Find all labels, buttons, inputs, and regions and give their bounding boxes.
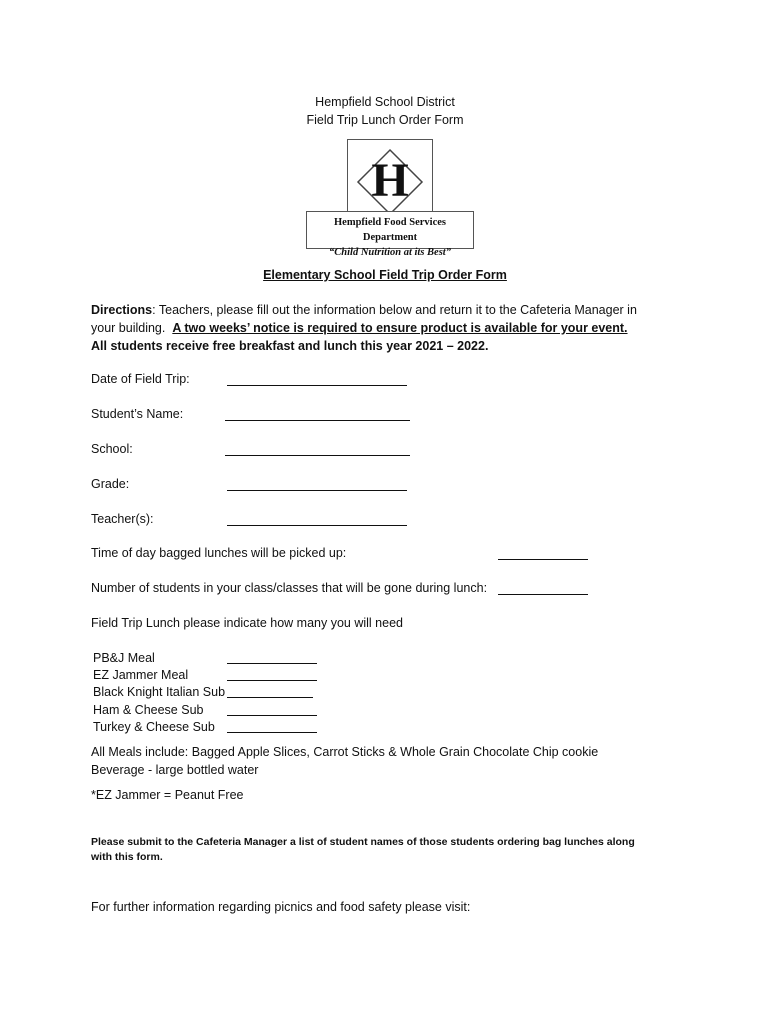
meal-item-label: Black Knight Italian Sub	[93, 685, 226, 699]
form-name: Field Trip Lunch Order Form	[306, 113, 464, 127]
meal-item-label: EZ Jammer Meal	[93, 668, 189, 682]
includes-line2: Beverage - large bottled water	[91, 763, 259, 777]
date-label: Date of Field Trip:	[91, 372, 190, 386]
date-field[interactable]	[227, 385, 407, 386]
includes-line1: All Meals include: Bagged Apple Slices, Carrot Sticks & Whole Grain Chocolate Chip cookie	[91, 745, 599, 759]
meal-item-label: PB&J Meal	[93, 651, 155, 665]
grade-field[interactable]	[227, 490, 407, 491]
pickup-time-label: Time of day bagged lunches will be picked up:	[91, 546, 347, 560]
district-name: Hempfield School District	[315, 95, 455, 109]
directions-text: : Teachers, please fill out the information below and return it to the Cafeteria Manager in	[152, 303, 637, 317]
logo-motto: “Child Nutrition at its Best”	[329, 247, 451, 258]
num-students-field[interactable]	[498, 594, 588, 595]
peanut-note: *EZ Jammer = Peanut Free	[91, 788, 244, 802]
meals-intro: Field Trip Lunch please indicate how many you will need	[91, 616, 403, 630]
directions-line1	[91, 303, 637, 317]
meal-qty-italian-sub[interactable]	[227, 697, 313, 698]
school-field[interactable]	[225, 455, 410, 456]
submit-note-line2: with this form.	[91, 851, 163, 863]
further-info: For further information regarding picnics and food safety please visit:	[91, 900, 471, 914]
logo-letter: H	[371, 154, 409, 207]
submit-note-line1: Please submit to the Cafeteria Manager a list of student names of those students ordering bag lunches along	[91, 836, 635, 848]
num-students-label: Number of students in your class/classes that will be gone during lunch:	[91, 581, 488, 595]
student-name-field[interactable]	[225, 420, 410, 421]
free-meals-text: All students receive free breakfast and lunch this year 2021 – 2022.	[91, 339, 489, 353]
meal-qty-pbj[interactable]	[227, 663, 317, 664]
grade-label: Grade:	[91, 477, 130, 491]
teacher-field[interactable]	[227, 525, 407, 526]
student-label: Student’s Name:	[91, 407, 184, 421]
meal-qty-ham-sub[interactable]	[227, 715, 317, 716]
meal-item-label: Ham & Cheese Sub	[93, 703, 204, 717]
form-title: Elementary School Field Trip Order Form	[263, 268, 507, 282]
directions-label: Directions	[91, 303, 153, 317]
pickup-time-field[interactable]	[498, 559, 588, 560]
school-label: School:	[91, 442, 133, 456]
teacher-label: Teacher(s):	[91, 512, 154, 526]
notice-text: A two weeks’ notice is required to ensure product is available for your event.	[172, 321, 628, 335]
directions-text-2: your building.	[91, 321, 166, 335]
meal-item-label: Turkey & Cheese Sub	[93, 720, 215, 734]
logo-department: Hempfield Food Services Department	[334, 217, 446, 243]
meal-qty-ez-jammer[interactable]	[227, 680, 317, 681]
directions-line2	[91, 321, 628, 335]
meal-qty-turkey-sub[interactable]	[227, 732, 317, 733]
logo-caption	[306, 211, 474, 258]
